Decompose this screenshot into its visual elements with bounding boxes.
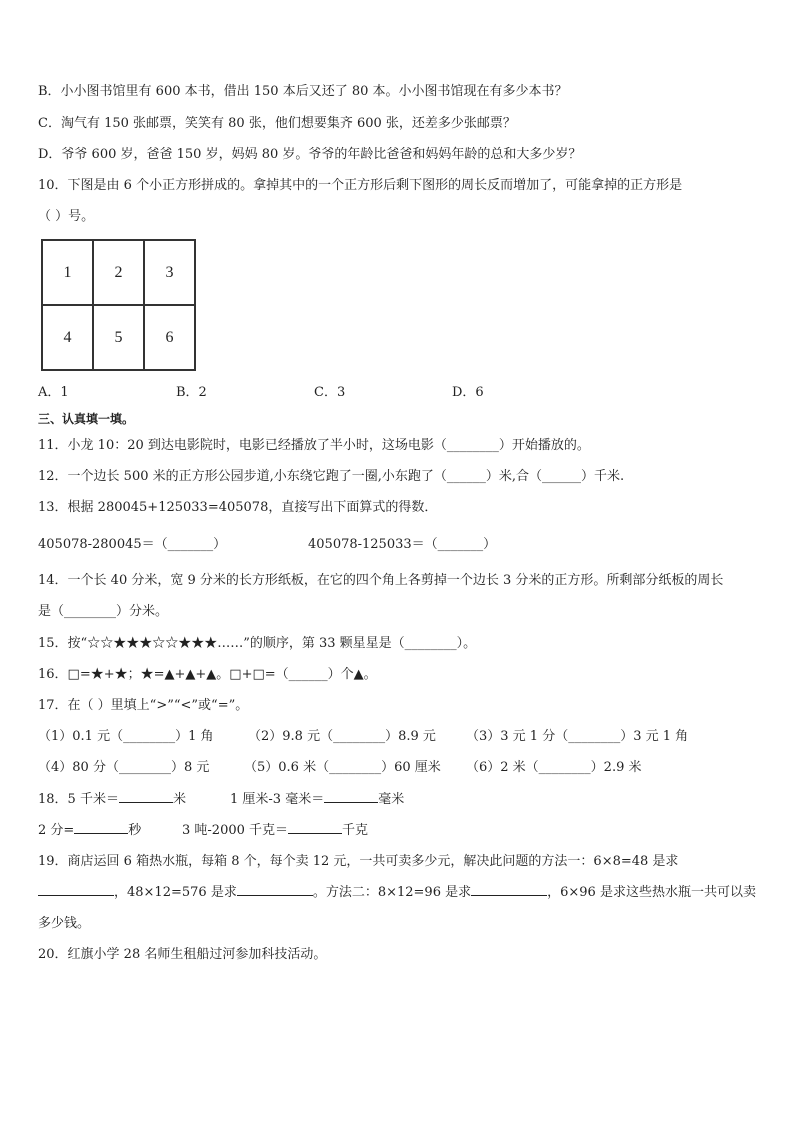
q19-part-a: ，48×12=576 是求: [114, 885, 237, 900]
q18-b-unit: 毫米: [378, 792, 405, 807]
q10-option-c: C．3: [314, 385, 346, 400]
q11: 11．小龙 10：20 到达电影院时，电影已经播放了半小时，这场电影（________）开始播放的。: [38, 438, 590, 453]
q19-stem-cont: [38, 884, 756, 902]
section-title: 三、认真填一填。: [38, 412, 135, 426]
answer-blank[interactable]: [324, 802, 378, 803]
q18-b-text: 1 厘米-3 毫米＝: [230, 792, 325, 807]
answer-blank[interactable]: [74, 833, 128, 834]
grid-square: 5: [93, 305, 144, 370]
q9-option-d: D．爷爷 600 岁，爸爸 150 岁，妈妈 80 岁。爷爷的年龄比爸爸和妈妈年龄的总和大多少岁？: [38, 147, 582, 162]
q17-item-5: （5）0.6 米（________）60 厘米: [244, 760, 441, 775]
answer-blank[interactable]: [38, 895, 114, 896]
q17-item-3: （3）3 元 1 分（________）3 元 1 角: [466, 729, 689, 744]
q10-option-a: A．1: [38, 385, 69, 400]
answer-blank[interactable]: [471, 895, 547, 896]
grid-square: 6: [144, 305, 195, 370]
q17-item-2: （2）9.8 元（________）8.9 元: [248, 729, 436, 744]
q10-stem: 10．下图是由 6 个小正方形拼成的。拿掉其中的一个正方形后剩下图形的周长反而增加了，可能拿掉的正方形是: [38, 178, 683, 193]
q18-c-text: 2 分=: [38, 823, 75, 838]
q9-option-b: B．小小图书馆里有 600 本书，借出 150 本后又还了 80 本。小小图书馆现在有多少本书？: [38, 84, 568, 99]
q17-item-1: （1）0.1 元（________）1 角: [38, 729, 214, 744]
q13-a: 405078-280045＝（_______）: [38, 537, 227, 552]
q12: 12．一个边长 500 米的正方形公园步道,小东绕它跑了一圈,小东跑了（______）米,合（______）千米.: [38, 469, 625, 484]
q17-item-6: （6）2 米（________）2.9 米: [466, 760, 642, 775]
grid-square: 3: [144, 240, 195, 305]
q14-stem: 14．一个长 40 分米，宽 9 分米的长方形纸板，在它的四个角上各剪掉一个边长 3 分米的正方形。所剩部分纸板的周长: [38, 573, 724, 588]
q19-part-c: ，6×96 是求这些热水瓶一共可以卖: [547, 885, 756, 900]
q10-option-d: D．6: [452, 385, 484, 400]
q18-a-unit: 米: [172, 792, 186, 807]
q18-a: [38, 791, 186, 809]
q18-d-unit: 千克: [342, 823, 369, 838]
q20: 20．红旗小学 28 名师生租船过河参加科技活动。: [38, 947, 327, 962]
answer-blank[interactable]: [119, 802, 173, 803]
q18-c-unit: 秒: [128, 823, 142, 838]
q19-part-b: 。方法二：8×12=96 是求: [312, 885, 472, 900]
q18-c: [38, 822, 141, 840]
q13-stem: 13．根据 280045+125033=405078，直接写出下面算式的得数．: [38, 500, 438, 515]
q17-item-4: （4）80 分（________）8 元: [38, 760, 210, 775]
answer-blank[interactable]: [237, 895, 313, 896]
q10-stem-cont: （ ）号。: [38, 209, 95, 224]
grid-square: 1: [42, 240, 93, 305]
answer-blank[interactable]: [288, 833, 342, 834]
q16: 16．□=★+★；★=▲+▲+▲。□+□=（______）个▲。: [38, 667, 377, 682]
q15: 15．按“☆☆★★★☆☆★★★……”的顺序，第 33 颗星星是（________）。: [38, 636, 477, 651]
q9-option-c: C．淘气有 150 张邮票，笑笑有 80 张，他们想要集齐 600 张，还差多少张邮票？: [38, 116, 516, 131]
q18-a-text: 18．5 千米＝: [38, 792, 119, 807]
q18-d-text: 3 吨-2000 千克＝: [182, 823, 289, 838]
q18-b: [230, 791, 404, 809]
grid-square: 4: [42, 305, 93, 370]
q19-stem: 19．商店运回 6 箱热水瓶，每箱 8 个，每个卖 12 元，一共可卖多少元，解决此问题的方法一：6×8=48 是求: [38, 854, 679, 869]
grid-square: 2: [93, 240, 144, 305]
q14-stem-cont: 是（________）分米。: [38, 604, 169, 619]
q17-stem: 17．在（ ）里填上“>”“<”或“=”。: [38, 698, 249, 713]
q10-square-grid: [41, 239, 196, 371]
q18-d: [182, 822, 368, 840]
q10-option-b: B．2: [176, 385, 207, 400]
q13-b: 405078-125033＝（_______）: [308, 537, 497, 552]
q19-stem-end: 多少钱。: [38, 916, 91, 931]
